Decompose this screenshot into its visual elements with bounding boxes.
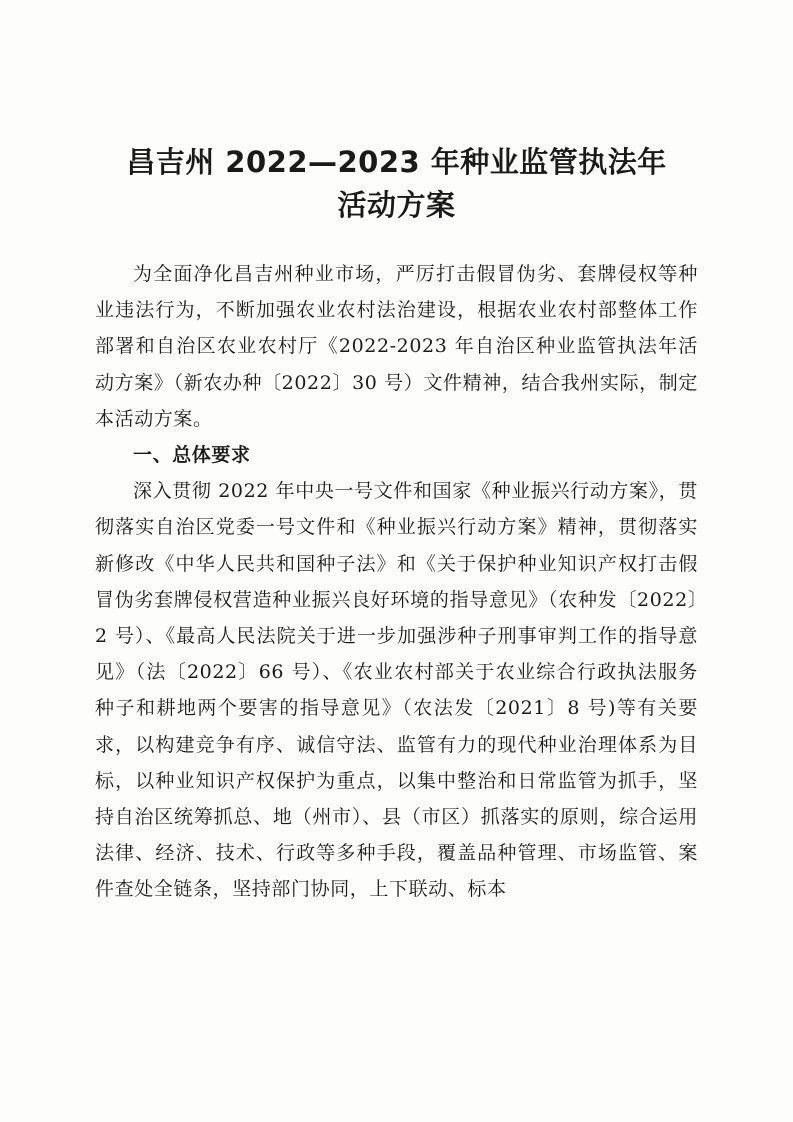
document-title-line-1: 昌吉州 2022—2023 年种业监管执法年: [126, 145, 667, 179]
document-title-line-2: 活动方案: [337, 188, 456, 222]
general-requirements-paragraph: 深入贯彻 2022 年中央一号文件和国家《种业振兴行动方案》，贯彻落实自治区党委一号文件和《种业振兴行动方案》精神，贯彻落实新修改《中华人民共和国种子法》和《关于保护种业知识产权打击假冒伪劣套牌侵权营造种业振兴良好环境的指导意见》（农种发〔2022〕2 号）、《最高人民法院关于进一步加强涉种子刑事审判工作的指导意见》（法〔2022〕66 号）、《农业农村部关于农业综合行政执法服务种子和耕地两个要害的指导意见》（农法发〔2021〕8 号)等有关要求，以构建竞争有序、诚信守法、监管有力的现代种业治理体系为目标，以种业知识产权保护为重点，以集中整治和日常监管为抓手，坚持自治区统筹抓总、地（州市）、县（市区）抓落实的原则，综合运用法律、经济、技术、行政等多种手段，覆盖品种管理、市场监管、案件查处全链条，坚持部门协同，上下联动、标本: [95, 480, 698, 901]
section-heading-general-requirements: 一、总体要求: [133, 444, 251, 467]
intro-paragraph: 为全面净化昌吉州种业市场，严厉打击假冒伪劣、套牌侵权等种业违法行为，不断加强农业农村法治建设，根据农业农村部整体工作部署和自治区农业农村厅《2022-2023 年自治区种业监管执法年活动方案》（新农办种〔2022〕30 号）文件精神，结合我州实际，制定本活动方案。: [95, 263, 698, 430]
document-body: [95, 256, 698, 908]
